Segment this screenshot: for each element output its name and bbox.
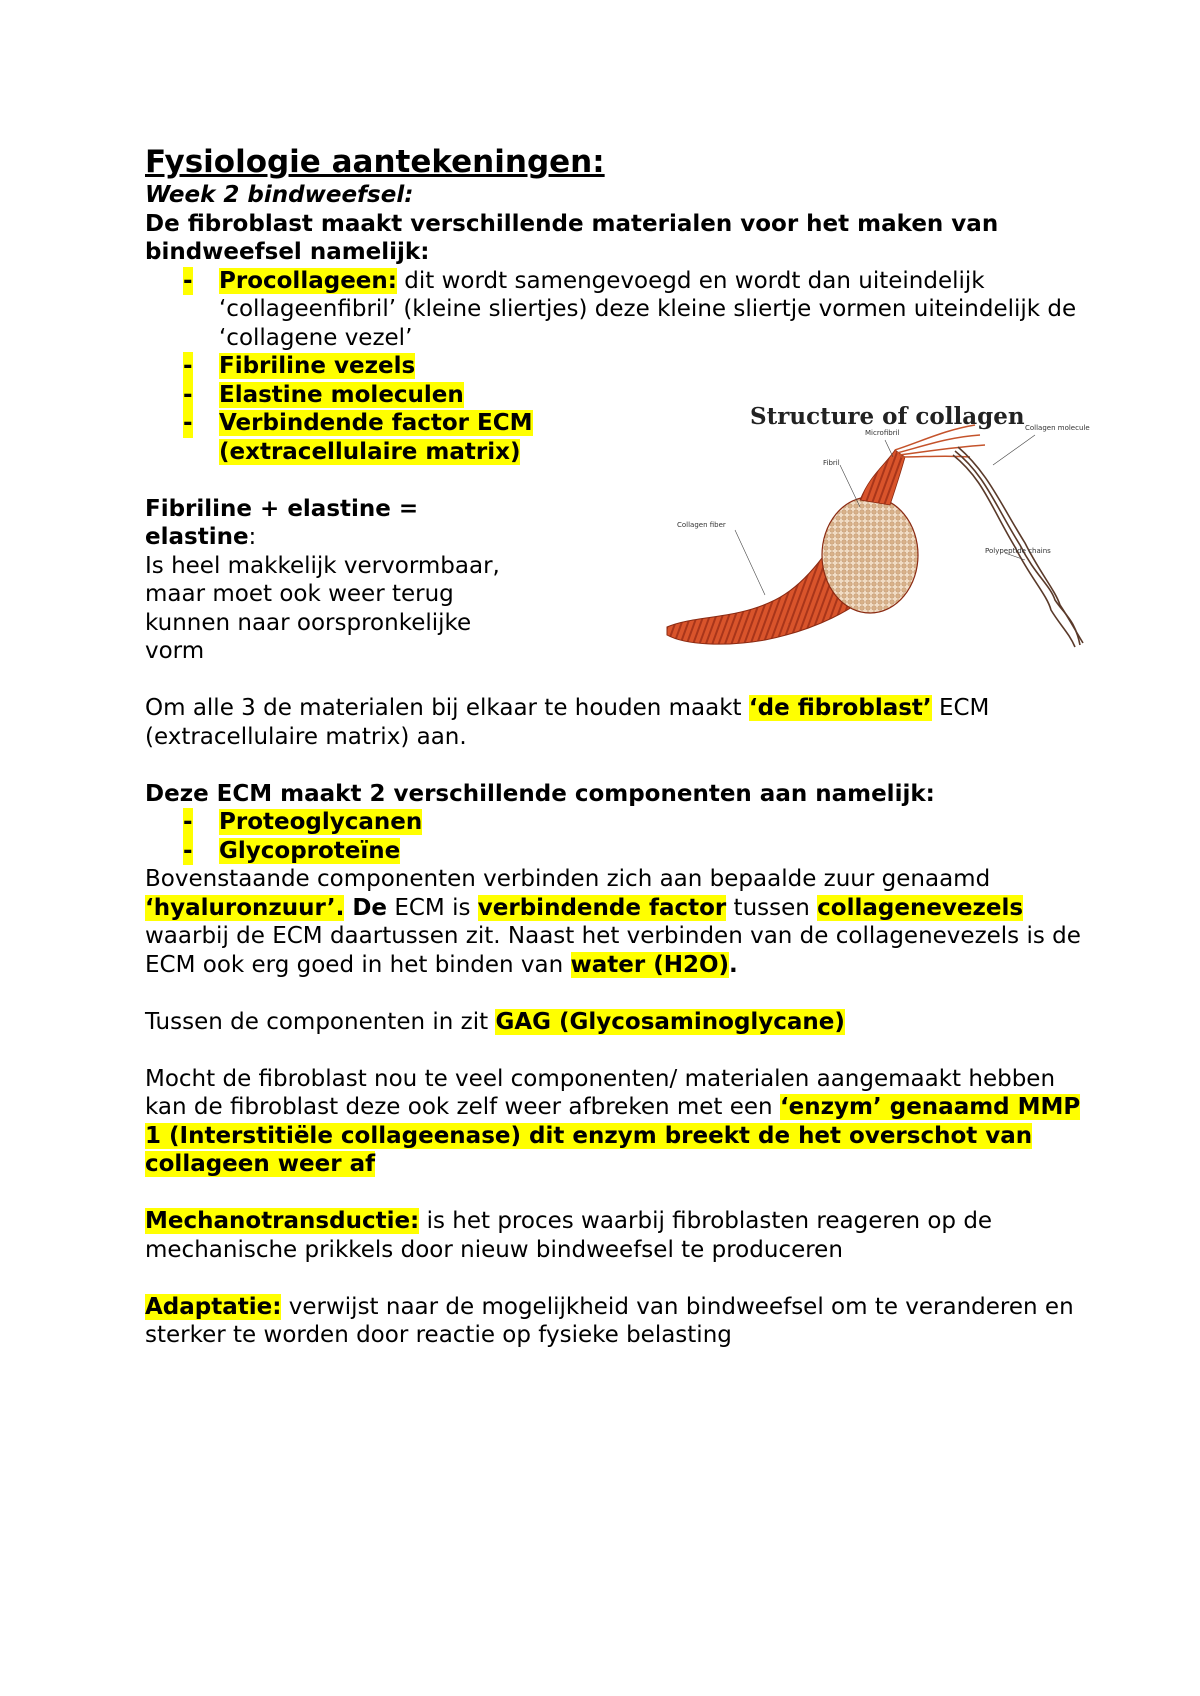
component-term: Proteoglycanen	[219, 809, 423, 835]
material-desc: dit wordt samengevoegd en wordt dan uiteindelijk ‘collageenfibril’ (kleine sliertjes) deze kleine sliertje vormen uiteindelijk de ‘collagene vezel’	[219, 267, 1077, 351]
page-title: Fysiologie aantekeningen:	[145, 144, 605, 180]
binding-bold: De	[344, 894, 388, 921]
binding-text: tussen	[726, 894, 818, 921]
mmp-paragraph	[145, 1065, 1085, 1179]
ecm-paragraph	[145, 694, 1085, 751]
label-collagen-molecule: Collagen molecule	[1025, 424, 1090, 432]
label-microfibril: Microfibril	[865, 429, 900, 437]
material-term: Procollageen:	[219, 267, 397, 294]
component-term: Glycoproteïne	[219, 837, 401, 864]
dash-bullet: -	[183, 809, 193, 835]
adaptatie-paragraph	[145, 1293, 1085, 1350]
list-item	[145, 409, 619, 466]
adaptatie-text: verwijst naar de mogelijkheid van bindweefsel om te veranderen en sterker te worden door reactie op fysieke belasting	[145, 1293, 1074, 1348]
intro-paragraph: De fibroblast maakt verschillende materialen voor het maken van bindweefsel namelijk:	[145, 210, 999, 265]
binding-highlight: water (H2O)	[570, 951, 730, 978]
material-term: Verbindende factor ECM (extracellulaire matrix)	[219, 410, 533, 465]
list-item	[145, 352, 1085, 381]
components-list	[145, 808, 1085, 865]
figure-title: Structure of collagen	[750, 403, 1025, 430]
collagen-figure	[655, 395, 1110, 655]
mmp-highlight: ‘enzym’ genaamd MMP 1 (Interstitiële collageenase) dit enzym breekt de het overschot van collageen weer af	[145, 1094, 1081, 1177]
mechano-term: Mechanotransductie:	[145, 1208, 420, 1234]
label-polypeptide: Polypeptide chains	[985, 547, 1051, 555]
dash-bullet: -	[183, 381, 193, 408]
binding-text: ECM is	[387, 894, 478, 921]
dash-bullet: -	[183, 353, 193, 379]
mmp-text: Mocht de fibroblast nou te veel componenten/ materialen aangemaakt hebben kan de fibroblast deze ook zelf weer afbreken met een	[145, 1065, 1056, 1120]
binding-highlight: collagenevezels	[817, 894, 1024, 921]
mechano-text: is het proces waarbij fibroblasten reageren op de mechanische prikkels door nieuw bindweefsel te produceren	[145, 1208, 993, 1263]
mechanotransductie-paragraph	[145, 1207, 1085, 1264]
list-item	[145, 267, 1085, 353]
adaptatie-term: Adaptatie:	[145, 1293, 282, 1320]
ecm-highlight: ‘de fibroblast’	[748, 695, 932, 721]
week-heading: Week 2 bindweefsel:	[145, 182, 414, 208]
dash-bullet: -	[183, 267, 193, 294]
binding-text: Bovenstaande componenten verbinden zich aan bepaalde zuur genaamd	[145, 866, 991, 892]
binding-text: .	[729, 951, 738, 978]
components-heading: Deze ECM maakt 2 verschillende componenten aan namelijk:	[145, 780, 935, 807]
gag-text: Tussen de componenten in zit	[145, 1008, 496, 1035]
ecm-text-end: ECM (extracellulaire matrix) aan.	[145, 695, 990, 750]
ecm-text: Om alle 3 de materialen bij elkaar te houden maakt	[145, 695, 749, 721]
binding-text: waarbij de ECM daartussen zit. Naast het verbinden van de collagenevezels is de ECM ook erg goed in het binden van	[145, 923, 1081, 978]
list-item	[145, 837, 1085, 866]
gag-paragraph	[145, 1008, 1085, 1037]
collagen-illustration	[655, 395, 1110, 655]
binding-highlight: verbindende factor	[477, 894, 727, 921]
gag-highlight: GAG (Glycosaminoglycane)	[495, 1008, 845, 1035]
binding-paragraph	[145, 865, 1085, 979]
document-body	[145, 143, 1085, 1350]
dash-bullet: -	[183, 837, 193, 864]
material-term: Fibriline vezels	[219, 353, 416, 379]
fiber-cross-section	[822, 497, 918, 613]
label-fibril: Fibril	[823, 459, 840, 467]
dash-bullet: -	[183, 410, 193, 436]
elastine-colon: :	[248, 524, 257, 550]
material-term: Elastine moleculen	[219, 381, 464, 408]
fibril-shape	[860, 450, 905, 505]
list-item	[145, 808, 1085, 837]
label-collagen-fiber: Collagen fiber	[677, 521, 726, 529]
binding-highlight: ‘hyaluronzuur’.	[145, 894, 345, 921]
elastine-text: Is heel makkelijk vervormbaar, maar moet ook weer terug kunnen naar oorspronkelijke vorm	[145, 552, 500, 664]
elastine-section	[145, 495, 535, 666]
elastine-heading: Fibriline + elastine = elastine	[145, 495, 419, 550]
